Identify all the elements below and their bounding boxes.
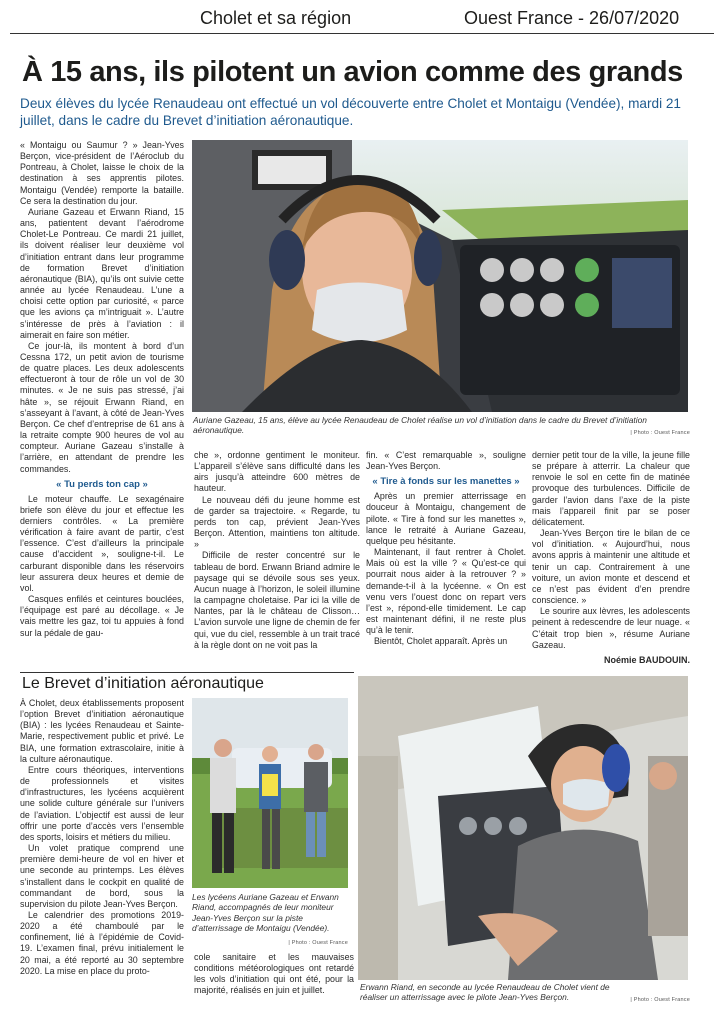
- box-heading: Le Brevet d’initiation aéronautique: [22, 675, 264, 692]
- photo1-credit: | Photo : Ouest France: [630, 430, 690, 436]
- col4-p2: Jean-Yves Berçon tire le bilan de ce vol d’initiation. « Aujourd’hui, nous avons appris à maintenir une altitude et tenir un cap. Contrairement à une voiture, un avion monte et descend et ce n’est pas évident d’en prendre conscience. »: [532, 528, 690, 606]
- box-column-1: [20, 698, 184, 977]
- photo2-credit: | Photo : Ouest France: [288, 940, 348, 946]
- col2-p2: Le nouveau défi du jeune homme est de garder sa trajectoire. « Regarde, tu perds ton cap, prévient Jean-Yves Berçon. Attention, maintiens ton altitude. »: [194, 494, 360, 550]
- photo2-caption: Les lycéens Auriane Gazeau et Erwann Riand, accompagnés de leur moniteur Jean-Yves Berçon sur la piste d’atterrissage de Montaigu (Vendée).: [192, 892, 339, 934]
- photo-erwann-cockpit-image: [358, 676, 688, 980]
- photo3-caption: Erwann Riand, en seconde au lycée Renaudeau de Cholet vient de réaliser un atterrissage avec le pilote Jean-Yves Berçon.: [360, 982, 610, 1003]
- photo-auriane-cockpit: [192, 140, 688, 412]
- header-rule: [10, 33, 714, 34]
- intertitle-2: « Tire à fonds sur les manettes »: [372, 476, 520, 488]
- box-p3: Un volet pratique comprend une première demi-heure de vol en hiver et une seconde au printemps. Les élèves s’installent dans le cockpit en qualité de commandant de bord, sous la supervision du pilote Jean-Yves Berçon.: [20, 843, 184, 909]
- col1-p4: Le moteur chauffe. Le sexagénaire briefe son élève du jour et effectue les derniers contrôles. « La première vérification à faire avant de partir, c’est l’essence. C’est d’ailleurs la principale cause d’accident », souligne-t-il. Le carburant disponible dans les réservoirs leur assurera deux heures et demie de vol.: [20, 493, 184, 593]
- box-p4: Le calendrier des promotions 2019-2020 a été chamboulé par le confinement, lié à l’épidémie de Covid-19. L’examen final, prévu initialement le 20 mai, a été reporté au 30 septembre 2020. La mise en place du proto-: [20, 909, 184, 976]
- box-p5: cole sanitaire et les mauvaises conditions météorologiques ont retardé les vols d’initiation qui ont été, pour la majorité, réalisés en juin et juillet.: [194, 952, 354, 996]
- col4-p1: dernier petit tour de la ville, la jeune fille se prépare à atterrir. La chaleur que renvoie le sol en cette fin de matinée provoque des turbulences. Difficile de garder l’avion dans l’axe de la piste mais l’appareil finit par se poser délicatement.: [532, 450, 690, 527]
- box-p1: À Cholet, deux établissements proposent l’option Brevet d’initiation aéronautique (BIA) : les lycées Renaudeau et Sainte-Marie, respectivement public et privé. Le BIA, une formation extrascolaire, initie à la culture aéronautique.: [20, 698, 184, 764]
- col1-p5: Casques enfilés et ceintures bouclées, l’équipage est paré au décollage. « Je vais mettre les gaz, toi tu appuies à fond sur la pédale de gau-: [20, 594, 184, 638]
- photo-group-runway: [192, 698, 348, 888]
- box-column-2: [194, 952, 354, 997]
- section-title: Cholet et sa région: [200, 8, 352, 28]
- col1-p2: Auriane Gazeau et Erwann Riand, 15 ans, patientent devant l’aérodrome Cholet-Le Pontreau. Ce mardi 21 juillet, ils doivent réaliser leur deuxième vol d’initiation entrant dans leur programme de formation Brevet d’initiation aéronautique (BIA), qu’ils ont suivie cette année au lycée Renaudeau. L’une a choisi cette option par curiosité, « parce que les avions ça m’intriguait ». L’autre s’intéresse de près à l’aviation : il aimerait en faire son métier.: [20, 206, 184, 340]
- col3-p2: Après un premier atterrissage en douceur à Montaigu, changement de pilote. « Tire à fond sur les manettes », lance le retraité à Auriane Gazeau, quelque peu hésitante.: [366, 491, 526, 546]
- article-column-4: [532, 450, 690, 666]
- col3-p1: fin. « C’est remarquable », souligne Jean-Yves Berçon.: [366, 450, 526, 472]
- article-column-2: [194, 450, 360, 651]
- intertitle-1: « Tu perds ton cap »: [56, 478, 148, 490]
- article-column-1: [20, 140, 184, 639]
- photo1-caption: Auriane Gazeau, 15 ans, élève au lycée Renaudeau de Cholet réalise un vol d’initiation dans le cadre du Brevet d’initiation aéronautique.: [193, 415, 647, 436]
- photo-auriane-cockpit-image: [192, 140, 688, 412]
- col1-p3: Ce jour-là, ils montent à bord d’un Cessna 172, un petit avion de tourisme de quatre places. Les deux adolescents effectueront à tour de rôle un vol de 30 minutes. « Je ne suis pas stressé, j’ai hâte », se réjouit Erwann Riand, en s’asseyant à l’avant, à côté de Jean-Yves Berçon. Ce chef d’entreprise de 61 ans à la retraite compte 900 heures de vol au compteur. Auriane Gazeau s’installe à l’arrière, en attendant de prendre les commandes.: [20, 340, 184, 474]
- box-p2: Entre cours théoriques, interventions de professionnels et visites d’infrastructures, les lycéens acquièrent une solide culture générale sur l’univers de l’aviation. L’objectif est aussi de leur offrir une porte d’accès vers l’ensemble des sports, loisirs et métiers du milieu.: [20, 764, 184, 842]
- photo3-credit: | Photo : Ouest France: [630, 997, 690, 1003]
- article-title: À 15 ans, ils pilotent un avion comme des grands: [22, 56, 683, 88]
- col3-p4: Bientôt, Cholet apparaît. Après un: [374, 636, 508, 647]
- col2-p3: Difficile de rester concentré sur le tableau de bord. Erwann Briand admire le paysage qui se dévoile sous ses yeux. Aucun nuage à l’horizon, le soleil illumine la campagne choletaise. Par ici la ville de Nantes, par là le château de Clisson… L’avion survole une ligne de chemin de fer qui, vue du ciel, ressemble à un trait tracé à la règle dont on ne voit pas la: [194, 550, 360, 650]
- col1-p1: « Montaigu ou Saumur ? » Jean-Yves Berçon, vice-président de l’Aéroclub du Pontreau, à Cholet, laisse le choix de la destination à ses apprentis pilotes. Montaigu (Vendée) remporte la bataille. Ce sera la destination du jour.: [20, 140, 184, 206]
- photo-erwann-cockpit: [358, 676, 688, 980]
- photo-group-runway-image: [192, 698, 348, 888]
- col3-p3: Maintenant, il faut rentrer à Cholet. Mais où est la ville ? « Qu’est-ce qui pourrait nous aider à la retrouver ? » demande-t-il à la lycéenne. « On est venu vers l’ouest donc on repart vers l’est », répond-elle timidement. Le cap est maintenant défini, il ne reste plus qu’à le tenir.: [366, 547, 526, 636]
- col2-p1: che », ordonne gentiment le moniteur. L’appareil s’élève sans difficulté dans les airs jusqu’à atteindre 600 mètres de hauteur.: [194, 450, 360, 494]
- article-column-3: [366, 450, 526, 648]
- col4-p3: Le sourire aux lèvres, les adolescents peinent à redescendre de leur nuage. « C’était trop bien », résume Auriane Gazeau.: [532, 606, 690, 650]
- box-top-rule: [20, 672, 354, 673]
- article-lead: Deux élèves du lycée Renaudeau ont effectué un vol découverte entre Cholet et Montaigu (Vendée), mardi 21 juillet, dans le cadre du Brevet d’initiation aéronautique.: [20, 96, 681, 128]
- author-signature: Noémie BAUDOUIN.: [603, 654, 690, 665]
- newspaper-date: Ouest France - 26/07/2020: [464, 8, 680, 28]
